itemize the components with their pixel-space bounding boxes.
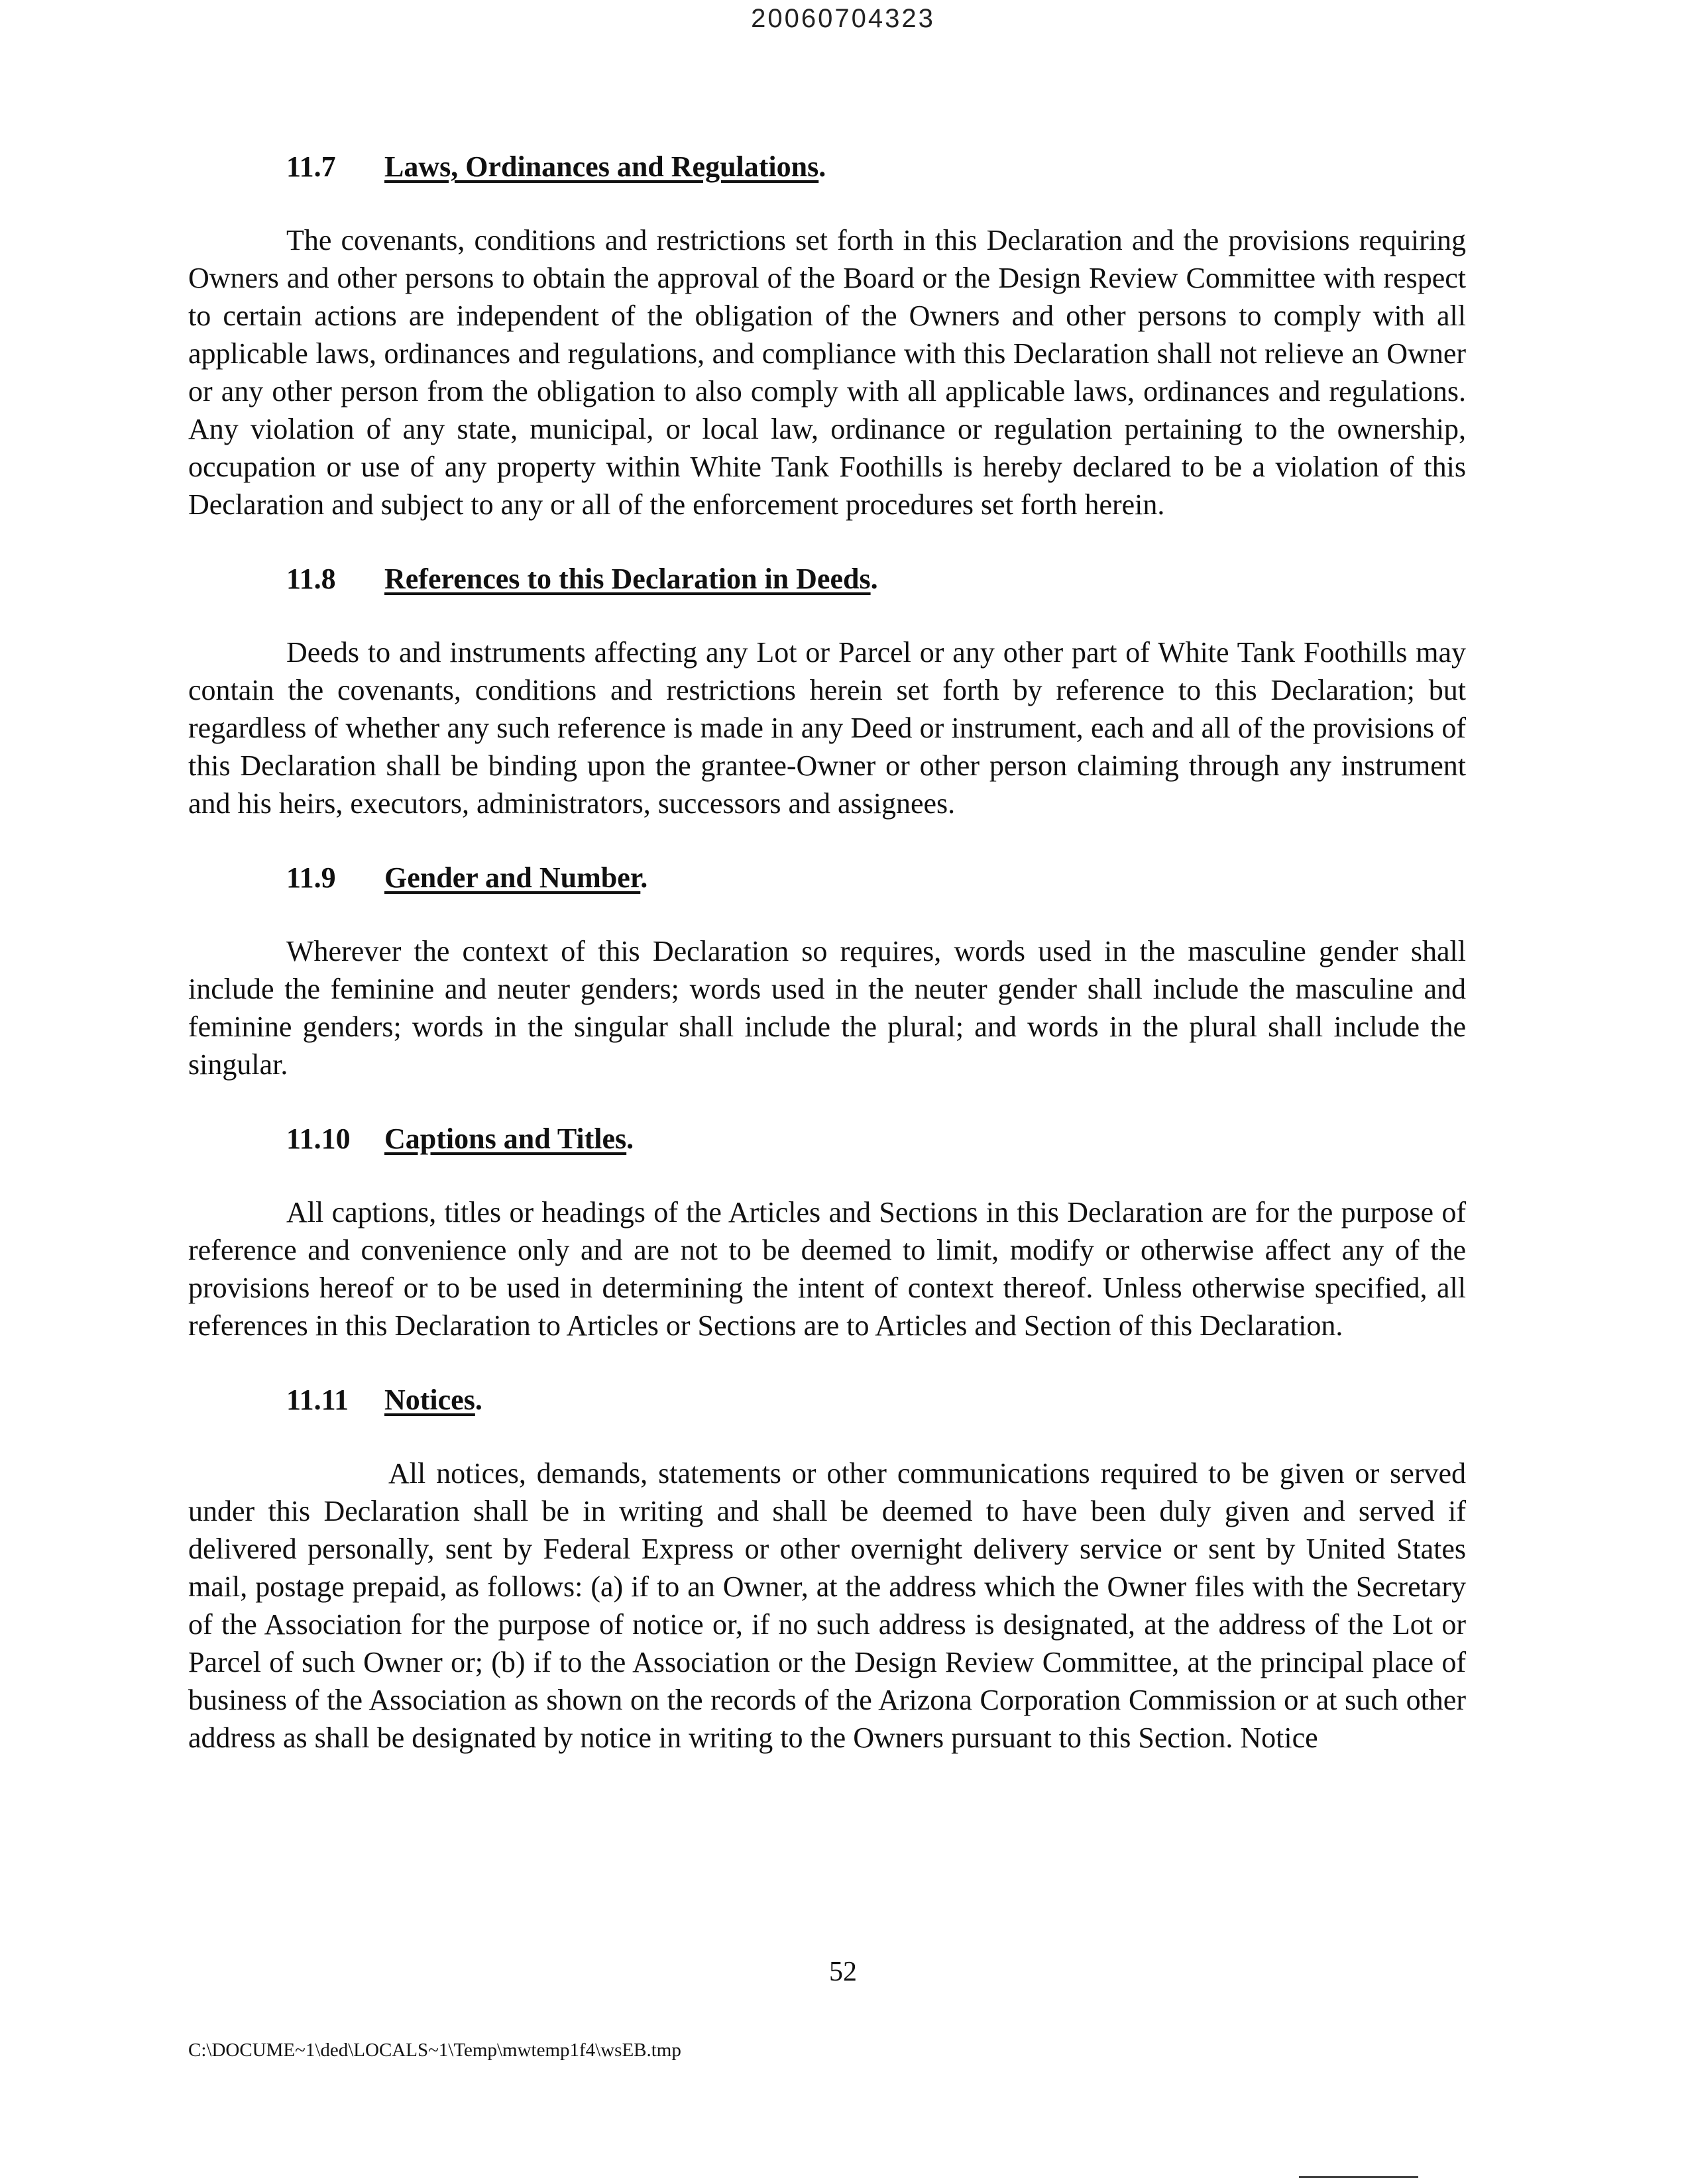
section-body: The covenants, conditions and restrictions set forth in this Declaration and the provisions requiring Owners and other persons to obtain the approval of the Board or the Design Review Committee with respect to certain actions are independent of the obligation of the Owners and other persons to comply with all applicable laws, ordinances and regulations, and compliance with this Declaration shall not relieve an Owner or any other person from the obligation to also comply with all applicable laws, ordinances and regulations. Any violation of any state, municipal, or local law, ordinance or regulation pertaining to the ownership, occupation or use of any property within White Tank Foothills is hereby declared to be a violation of this Declaration and subject to any or all of the enforcement procedures set forth herein. — [188, 224, 1466, 521]
document-body — [188, 148, 1466, 1794]
section-body: Wherever the context of this Declaration so requires, words used in the masculine gender shall include the feminine and neuter genders; words used in the neuter gender shall include the masculine and feminine genders; words in the singular shall include the plural; and words in the plural shall include the singular. — [188, 935, 1466, 1081]
section-body: All notices, demands, statements or other communications required to be given or served under this Declaration shall be in writing and shall be deemed to have been duly given and served if delivered personally, sent by Federal Express or other overnight delivery service or sent by United States mail, postage prepaid, as follows: (a) if to an Owner, at the address which the Owner files with the Secretary of the Association for the purpose of notice or, if no such address is designated, at the address of the Lot or Parcel of such Owner or; (b) if to the Association or the Design Review Committee, at the principal place of business of the Association as shown on the records of the Arizona Corporation Commission or at such other address as shall be designated by notice in writing to the Owners pursuant to this Section. Notice — [188, 1457, 1466, 1754]
section-body: All captions, titles or headings of the Articles and Sections in this Declaration are for the purpose of reference and convenience only and are not to be deemed to limit, modify or otherwise affect any of the provisions hereof or to be used in determining the intent of context thereof. Unless otherwise specified, all references in this Declaration to Articles or Sections are to Articles and Section of this Declaration. — [188, 1196, 1466, 1342]
page-number: 52 — [829, 1957, 857, 1987]
section-number: 11.9 — [286, 861, 336, 894]
section-11-10 — [188, 1120, 1466, 1344]
heading-period: . — [626, 1122, 634, 1155]
section-11-7 — [188, 148, 1466, 523]
section-title: Laws, Ordinances and Regulations — [384, 150, 819, 183]
section-number: 11.11 — [286, 1384, 349, 1416]
section-heading — [286, 1382, 1466, 1419]
section-title: Gender and Number — [384, 861, 641, 894]
document-number: 20060704323 — [751, 4, 935, 33]
heading-period: . — [475, 1384, 482, 1416]
section-11-8 — [188, 561, 1466, 822]
section-body: Deeds to and instruments affecting any Lot or Parcel or any other part of White Tank Foothills may contain the covenants, conditions and restrictions herein set forth by reference to this Declaration; but regardless of whether any such reference is made in any Deed or instrument, each and all of the provisions of this Declaration shall be binding upon the grantee-Owner or other person claiming through any instrument and his heirs, executors, administrators, successors and assignees. — [188, 636, 1466, 820]
section-number: 11.7 — [286, 150, 336, 183]
section-11-9 — [188, 859, 1466, 1083]
section-number: 11.10 — [286, 1122, 351, 1155]
heading-period: . — [870, 563, 878, 595]
section-title: Notices — [384, 1384, 475, 1416]
section-heading — [286, 859, 1466, 897]
scan-artifact-line — [1299, 2176, 1418, 2178]
section-title: References to this Declaration in Deeds — [384, 563, 871, 595]
section-number: 11.8 — [286, 563, 336, 595]
section-heading — [286, 561, 1466, 598]
section-heading — [286, 1120, 1466, 1158]
section-heading — [286, 148, 1466, 186]
heading-period: . — [818, 150, 826, 183]
heading-period: . — [640, 861, 648, 894]
section-title: Captions and Titles — [384, 1122, 627, 1155]
file-path: C:\DOCUME~1\ded\LOCALS~1\Temp\mwtemp1f4\wsEB.tmp — [188, 2040, 681, 2061]
section-11-11 — [188, 1382, 1466, 1757]
